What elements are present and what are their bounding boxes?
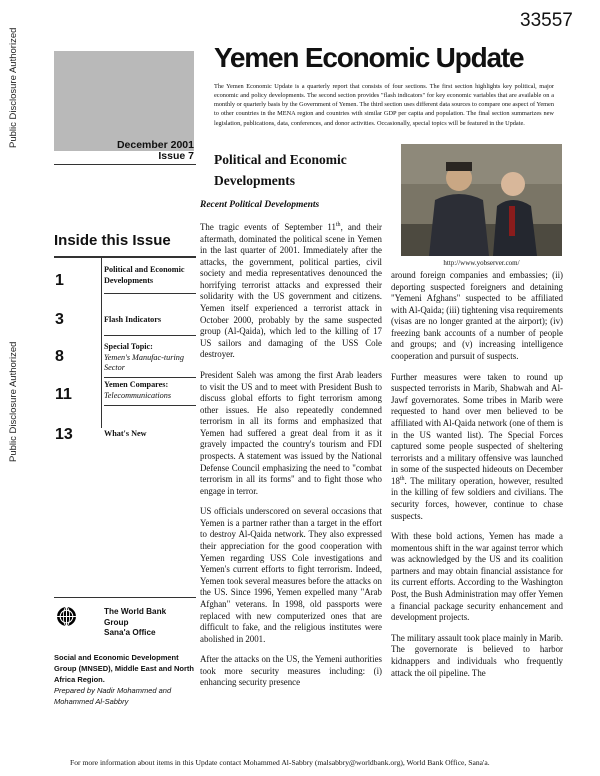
paragraph: Further measures were taken to round up suspected terrorists in Marib, Shabwah and Al-Jawf governorates. Some tribes in Marib were requested to hand over men believed to be affiliated with Al-Qaida network (one of them is in the US wanted list). The Special Forces captured some people suspected of sheltering terrorists and a military offensive was launched in some of the suspected hideouts on December 18th. The military operation, however, resulted in the killing of few soldiers and civilians. The security forces, however, continue to chase suspects. [391, 371, 563, 521]
prepared-by: Prepared by Nadir Mohammed and Mohammed Al-Sabbry [54, 685, 172, 706]
issue-number: Issue 7 [158, 150, 194, 162]
toc-item-rule [104, 335, 196, 336]
article-column-right [391, 270, 563, 688]
intro-paragraph: The Yemen Economic Update is a quarterly report that consists of four sections. The first section highlights key political, major economic and policy developments. The second section provides "flash indicators" for key economic variables that are available on a monthly or quarterly basis by the Government of Yemen. The third section uses different data sources to compare one aspect of Yemen to other countries in the MENA region and countries with similar GDP per capita and population. The final section summarizes new legislation, publications, data, conferences, and donor activities. Occasionally, special topics will be featured in the Update. [214, 83, 554, 127]
toc-item-label: Flash Indicators [104, 315, 162, 324]
section-title: Political and Economic Developments [214, 152, 347, 188]
toc-item-label: Yemen Compares: [104, 380, 169, 389]
inside-issue-heading: Inside this Issue [54, 232, 171, 249]
toc-item-subtitle: Yemen's Manufac-turing Sector [104, 352, 184, 373]
sidebar-rule-top [54, 164, 196, 165]
toc-item-rule [104, 293, 196, 294]
toc-item-rule [104, 405, 196, 406]
org-line: Sana'a Office [104, 628, 156, 638]
sidebar-rule-bottom [54, 597, 196, 598]
issue-date: December 2001 [116, 139, 194, 151]
paragraph: around foreign companies and embassies; (ii) deporting suspected foreigners and detaining "Yemeni Afghans" suspected to be affiliated with Al-Qaida; (iii) tightening visa requirements (visas are no longer granted at the airport); (iv) freezing bank accounts of a number of people and groups; and (v) increasing intelligence cooperation and pursuit of suspects. [391, 270, 563, 362]
toc-page-number: 8 [55, 348, 64, 365]
toc-divider [101, 258, 102, 428]
photo-illustration [401, 144, 562, 256]
toc-item-label: Special Topic: [104, 342, 153, 351]
paragraph: US officials underscored on several occasions that Yemen is a partner rather than a target in the effort to destroy Al-Qaida network. They also expressed their appreciation for the good cooperation with Yemen regarding USS Cole investigations and Yemen's current efforts to fight terrorism. Indeed, Yemen took several measures before the attacks on the US. Since 1996, Yemen expelled many "Arab Afghan" veterans. In 1998, old passports were replaced with new computerized ones that are difficult to fake, and the religious institutes were abolished in 2001. [200, 506, 382, 644]
subsection-title: Recent Political Developments [200, 200, 320, 210]
paragraph: After the attacks on the US, the Yemeni authorities took more security measures including: (i) enhancing security presence [200, 654, 382, 688]
toc-item[interactable] [104, 380, 196, 401]
toc-item[interactable] [104, 315, 196, 326]
toc-item-label: What's New [104, 429, 147, 438]
toc-page-number: 13 [55, 426, 73, 443]
issue-info [54, 140, 194, 162]
paragraph: With these bold actions, Yemen has made a momentous shift in the war against terror which was acknowledged by the US and its coalition partners and may obtain financial assistance for its current efforts. According to the Washington Post, the Bush Administration may offer Yemen a financial package security enhancement and development projects. [391, 531, 563, 623]
toc-page-number: 3 [55, 311, 64, 328]
disclosure-note-top: Public Disclosure Authorized [8, 27, 19, 148]
toc-page-number: 1 [55, 272, 64, 289]
photo-caption: http://www.yobserver.com/ [443, 259, 520, 267]
toc-page-number: 11 [55, 386, 72, 403]
toc-item-label: Political and Economic Developments [104, 265, 185, 285]
toc-item[interactable] [104, 265, 196, 286]
page-title: Yemen Economic Update [214, 42, 524, 73]
page-footer: For more information about items in this Update contact Mohammed Al-Sabbry (malsabbry@worldbank.org), World Bank Office, Sana'a. [70, 758, 490, 767]
sidebar-credits [54, 653, 196, 707]
photo [401, 144, 562, 256]
toc-item[interactable] [104, 342, 196, 374]
paragraph: President Saleh was among the first Arab leaders to visit the US and to meet with President Bush to discuss global efforts to fight terrorism among other issues. He also repeatedly condemned terrorism in all its forms and emphasized that Yemen had suffered a great deal from it as it gravely impacted the country's tourism and FDI prospects. A statement was issued by the National Defense Council emphasizing the need to "combat terrorism in all its forms" and to fight those who engage in terror. [200, 369, 382, 496]
toc-item-subtitle: Telecommunications [104, 390, 172, 400]
toc-rule [54, 256, 196, 258]
world-bank-globe-icon [56, 606, 77, 627]
disclosure-note-bottom: Public Disclosure Authorized [8, 341, 19, 462]
masthead-gray-box [54, 51, 194, 151]
toc-item[interactable] [104, 429, 196, 440]
organization-name [104, 607, 194, 639]
paragraph: The tragic events of September 11th, and their aftermath, dominated the political scene in Yemen in the last quarter of 2001. Immediately after the attacks, the government, political parties, civil society and media representatives denounced the horrifying terrorist attacks and expressed their solidarity with the US government and citizens. Yemen itself experienced a terrorist attack in October 2000, probably by the same suspected group (Al-Qaida), which led to the killing of 17 US sailors and damaging of the USS Cole destroyer. [200, 222, 382, 360]
article-column-left [200, 222, 382, 698]
document-number: 33557 [520, 10, 573, 31]
org-line: Group [104, 617, 129, 627]
paragraph: The military assault took place mainly in Marib. The governorate is believed to harbor kidnappers and individuals who frequently attack the oil pipeline. The [391, 632, 563, 678]
unit-name: Social and Economic Development Group (MNSED), Middle East and North Africa Region. [54, 653, 194, 684]
toc-item-rule [104, 377, 196, 378]
org-line: The World Bank [104, 607, 167, 616]
